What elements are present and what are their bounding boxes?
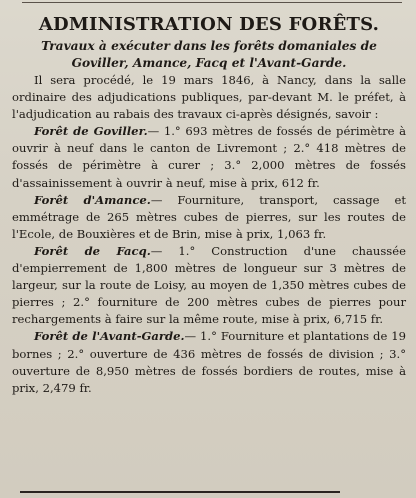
lot-paragraph-goviller [12,123,406,191]
lot-paragraph-facq [12,243,406,328]
lot-text-goviller: — 1.° 693 mètres de fossés de périmètre à ouvrir à neuf dans le canton de Livremont ; 2.° 418 mètres de fossés de périmètre à curer ; 3.° 2,000 mètres de fossés d'assainissement à ouvrir à neuf, mise à prix, 612 fr. [12,124,407,190]
lot-title-facq: Forêt de Facq. [34,243,151,258]
bottom-rule [20,491,340,493]
lot-paragraph-amance [12,192,406,243]
top-rule [22,2,402,3]
intro-paragraph: Il sera procédé, le 19 mars 1846, à Nancy, dans la salle ordinaire des adjudications publiques, par-devant M. le préfet, à l'adjudication au rabais des travaux ci-après désignés, savoir : [12,73,406,122]
lot-title-goviller: Forêt de Goviller. [34,124,148,139]
lot-title-amance: Forêt d'Amance. [34,192,151,207]
notice-heading: ADMINISTRATION DES FORÊTS. [38,14,380,35]
lot-paragraph-avant-garde [12,328,406,396]
lot-text-facq: — 1.° Construction d'une chaussée d'empierrement de 1,800 mètres de longueur sur 3 mètres de largeur, sur la route de Loisy, au moyen de 1,350 mètres cubes de pierres ; 2.° fourniture de 200 mètres cubes de pierres pour rechargements à faire sur la même route, mise à prix, 6,715 fr. [12,243,406,327]
lot-text-avant-garde: — 1.° Fourniture et plantations de 19 bornes ; 2.° ouverture de 436 mètres de fossés de division ; 3.° ouverture de 8,950 mètres de fossés bordiers de routes, mise à prix, 2,479 fr. [12,329,406,395]
subheading-line-2: Goviller, Amance, Facq et l'Avant-Garde. [71,56,347,70]
subheading-line-1: Travaux à exécuter dans les forêts domaniales de [41,39,377,53]
lot-title-avant-garde: Forêt de l'Avant-Garde. [34,329,185,344]
notice-subheading [12,38,406,72]
lot-text-amance: — Fourniture, transport, cassage et emmétrage de 265 mètres cubes de pierres, sur les routes de l'Ecole, de Bouxières et de Brin, mise à prix, 1,063 fr. [12,192,406,241]
